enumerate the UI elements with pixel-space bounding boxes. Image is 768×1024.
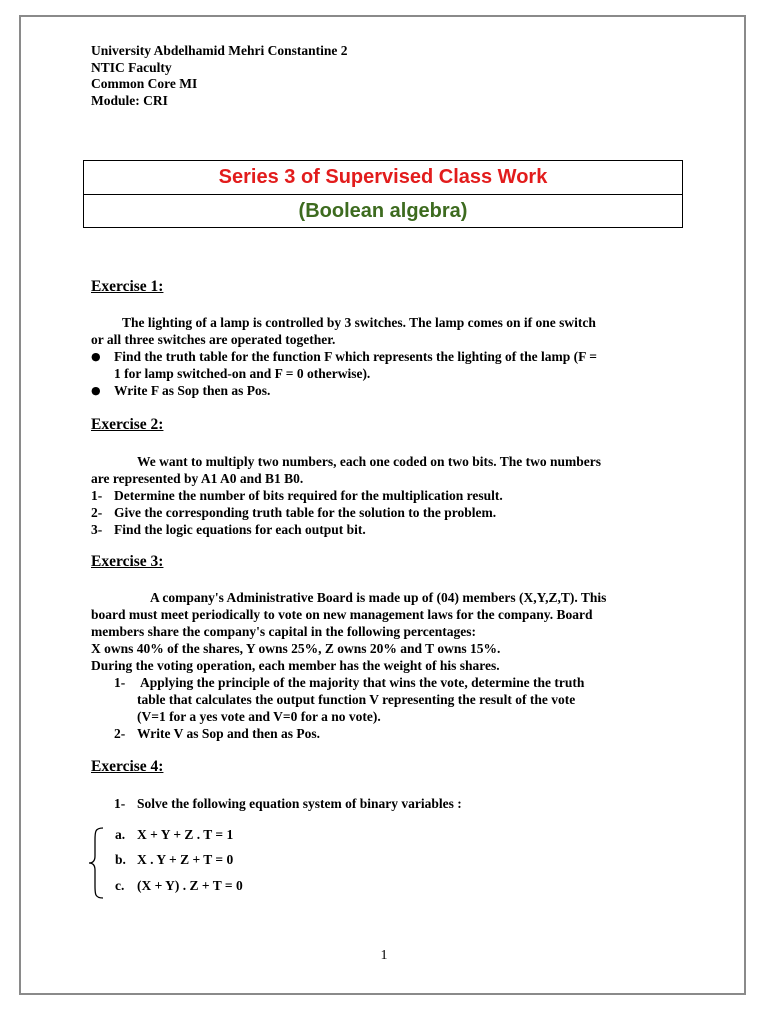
series-subtitle: (Boolean algebra) — [298, 200, 468, 222]
item-text-line2: table that calculates the output function V representing the result of the vote — [137, 692, 576, 707]
exercise3-line4: X owns 40% of the shares, Y owns 25%, Z owns 20% and T owns 15%. — [91, 641, 501, 656]
exercise1-bullet2 — [91, 382, 681, 399]
university-name: University Abdelhamid Mehri Constantine 2 — [91, 43, 348, 58]
exercise1-body — [91, 314, 681, 399]
exercise3-body — [91, 589, 681, 742]
title-box — [83, 160, 683, 228]
exercise1-heading: Exercise 1: — [91, 278, 164, 295]
exercise2-intro-line2: are represented by A1 A0 and B1 B0. — [91, 471, 304, 486]
item-number: 1- — [114, 675, 126, 690]
equation-label: b. — [115, 852, 126, 867]
equation-a — [115, 827, 233, 843]
exercise1-bullet1-line2: 1 for lamp switched-on and F = 0 otherwise). — [114, 366, 371, 381]
series-title: Series 3 of Supervised Class Work — [84, 161, 682, 195]
exercise3-line5: During the voting operation, each member has the weight of his shares. — [91, 658, 500, 673]
exercise3-line2: board must meet periodically to vote on new management laws for the company. Board — [91, 607, 593, 622]
exercise3-item2 — [114, 725, 681, 742]
item-text: Determine the number of bits required for the multiplication result. — [114, 488, 503, 503]
exercise1-intro-line2: or all three switches are operated together. — [91, 332, 336, 347]
equation-expr: X + Y + Z . T = 1 — [137, 827, 234, 842]
faculty-name: NTIC Faculty — [91, 59, 172, 75]
item-number: 3- — [91, 522, 103, 537]
exercise2-item — [91, 487, 681, 504]
item-text: Find the logic equations for each output bit. — [114, 522, 366, 537]
document-header — [91, 43, 348, 109]
equation-label: c. — [115, 878, 125, 893]
equation-expr: (X + Y) . Z + T = 0 — [137, 878, 243, 893]
exercise2-intro-line1: We want to multiply two numbers, each one coded on two bits. The two numbers — [137, 454, 602, 469]
item-text-line1: Applying the principle of the majority that wins the vote, determine the truth — [140, 675, 585, 690]
exercise3-heading: Exercise 3: — [91, 553, 164, 570]
exercise4-body — [91, 795, 681, 812]
equation-expr: X . Y + Z + T = 0 — [137, 852, 234, 867]
item-number: 1- — [114, 796, 126, 811]
equation-c — [115, 878, 243, 894]
module-name: Module: CRI — [91, 92, 168, 108]
page-number: 1 — [380, 948, 388, 963]
item-number: 1- — [91, 488, 103, 503]
exercise1-bullet2-text: Write F as Sop then as Pos. — [114, 383, 271, 398]
bullet-icon: ● — [91, 350, 101, 363]
exercise2-heading: Exercise 2: — [91, 416, 164, 433]
exercise1-bullet1 — [91, 348, 681, 382]
exercise1-bullet1-line1: Find the truth table for the function F which represents the lighting of the lamp (F = — [114, 349, 597, 364]
left-brace-icon — [88, 826, 106, 900]
exercise2-item — [91, 504, 681, 521]
item-text: Solve the following equation system of binary variables : — [137, 796, 462, 811]
item-number: 2- — [114, 726, 126, 741]
exercise1-intro-line1: The lighting of a lamp is controlled by 3 switches. The lamp comes on if one switch — [122, 315, 596, 330]
exercise3-line3: members share the company's capital in the following percentages: — [91, 624, 476, 639]
item-text: Write V as Sop and then as Pos. — [137, 726, 321, 741]
exercise2-body — [91, 453, 681, 538]
exercise3-line1: A company's Administrative Board is made up of (04) members (X,Y,Z,T). This — [150, 590, 607, 605]
exercise4-heading: Exercise 4: — [91, 758, 164, 775]
exercise3-item1 — [114, 674, 681, 725]
equation-label: a. — [115, 827, 126, 842]
exercise4-item1 — [114, 795, 681, 812]
bullet-icon: ● — [91, 384, 101, 397]
exercise2-item — [91, 521, 681, 538]
equation-b — [115, 852, 233, 868]
core-name: Common Core MI — [91, 76, 198, 91]
item-text: Give the corresponding truth table for the solution to the problem. — [114, 505, 497, 520]
item-number: 2- — [91, 505, 103, 520]
item-text-line3: (V=1 for a yes vote and V=0 for a no vote). — [137, 709, 381, 724]
